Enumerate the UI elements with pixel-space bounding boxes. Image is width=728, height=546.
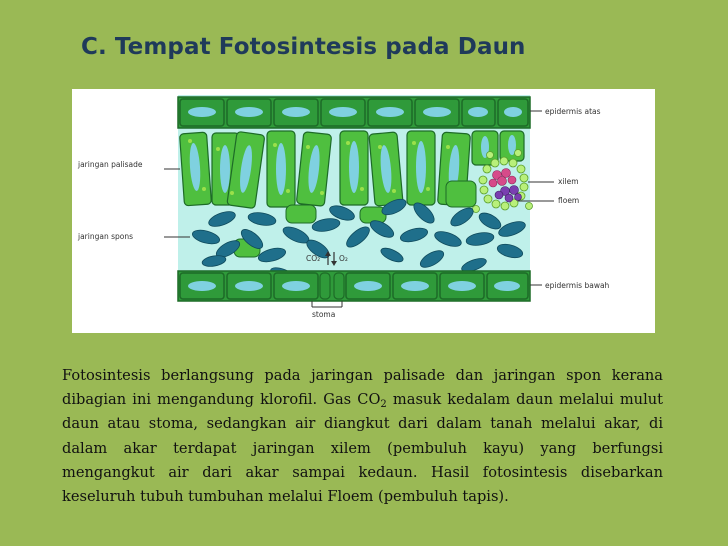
co2-label: CO₂ bbox=[306, 254, 321, 263]
label-xilem: xilem bbox=[558, 177, 579, 186]
leaf-diagram bbox=[72, 89, 655, 333]
lower-epidermis bbox=[178, 271, 530, 301]
upper-epidermis bbox=[178, 97, 530, 128]
body-text-subscript: 2 bbox=[380, 399, 387, 411]
label-epidermis-bawah: epidermis bawah bbox=[545, 281, 610, 290]
label-jaringan-spons: jaringan spons bbox=[78, 232, 134, 241]
body-text-part1: Fotosintesis berlangsung pada jaringan palisade dan jaringan spon kerana dibagian ini mengandung klorofil. Gas CO bbox=[62, 367, 663, 409]
body-text-part2: masuk kedalam daun melalui mulut daun atau stoma, sedangkan air diangkut dari dalam tanah melalui akar, di dalam akar terdapat jaringan xilem (pembuluh kayu) yang berfungsi mengangkut air dari akar sampai kedaun. Hasil fotosintesis disebarkan keseluruh tubuh tumbuhan melalui Floem (pembuluh tapis). bbox=[62, 391, 663, 506]
label-epidermis-atas: epidermis atas bbox=[545, 107, 601, 116]
leaf-cross-section-figure bbox=[72, 89, 655, 333]
label-stoma: stoma bbox=[312, 310, 336, 319]
o2-label: O₂ bbox=[339, 254, 348, 263]
slide-title: C. Tempat Fotosintesis pada Daun bbox=[81, 34, 526, 60]
label-jaringan-palisade: jaringan palisade bbox=[78, 160, 143, 169]
label-floem: floem bbox=[558, 196, 580, 205]
body-paragraph bbox=[62, 364, 663, 509]
